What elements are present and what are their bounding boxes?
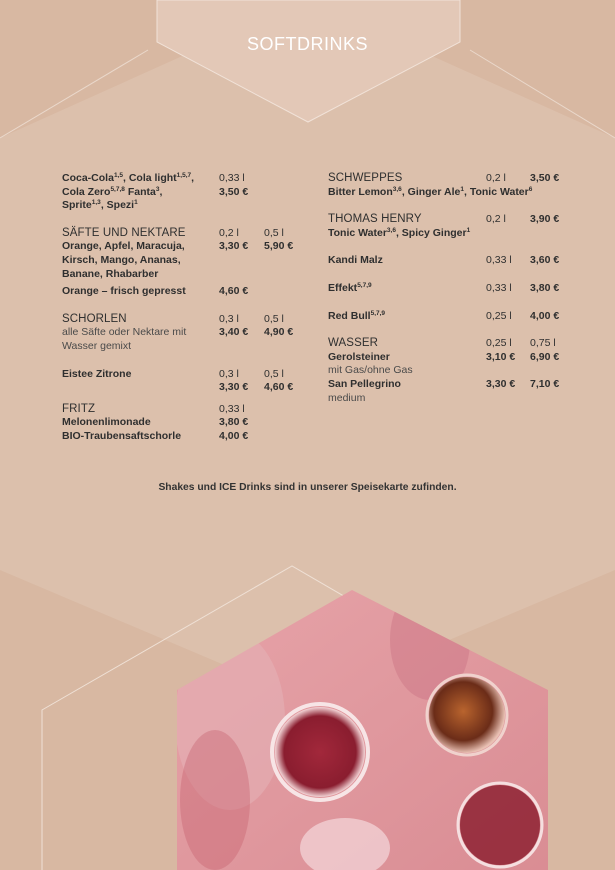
item-price: 3,50 €: [530, 172, 560, 184]
item-price: 3,10 €: [486, 350, 516, 363]
menu-item-line: [62, 430, 302, 444]
section-heading: THOMAS HENRY: [328, 213, 422, 226]
allergen-note: 5,7,9: [370, 309, 386, 317]
item-price: 3,30 €: [219, 240, 249, 253]
item-name: Tonic Water: [328, 226, 387, 239]
item-name: , Cola light: [122, 172, 177, 184]
item-name: , Ginger Ale: [401, 185, 461, 198]
section-heading-line: [62, 313, 302, 327]
menu-item-line: [328, 364, 568, 378]
saefte-block: [62, 227, 302, 299]
menu-item-line: [328, 351, 568, 365]
menu-item-line: [62, 172, 302, 186]
menu-item-line: [62, 285, 302, 299]
item-size: 0,2 l: [486, 213, 506, 226]
item-size: 0,5 l: [264, 367, 284, 380]
schweppes-block: [328, 172, 568, 199]
menu-item-line: [62, 268, 302, 282]
punctuation: ,: [191, 172, 195, 184]
menu-item-line: [62, 340, 302, 354]
schorlen-block: [62, 313, 302, 354]
item-size: 0,33 l: [219, 402, 245, 415]
section-heading: FRITZ: [62, 402, 96, 415]
menu-item-line: [62, 186, 302, 200]
item-name: Orange – frisch gepresst: [62, 285, 186, 298]
section-heading-line: [328, 172, 568, 186]
allergen-note: 1,3: [91, 199, 101, 207]
item-size: 0,3 l: [219, 367, 239, 380]
item-name: Sprite: [62, 199, 92, 212]
red-bull-block: [328, 310, 568, 324]
menu-item-line: [62, 254, 302, 268]
fritz-block: [62, 403, 302, 444]
item-description: alle Säfte oder Nektare mit: [62, 326, 187, 339]
item-size: 0,5 l: [264, 312, 284, 325]
menu-item-line: [62, 368, 302, 382]
item-size: 0,33 l: [486, 281, 512, 294]
menu-item-line: [62, 381, 302, 395]
item-price: 3,30 €: [486, 377, 516, 390]
item-price: 3,90 €: [530, 213, 560, 226]
item-size: 0,3 l: [219, 312, 239, 325]
item-size: 0,25 l: [486, 309, 512, 322]
menu-item-line: [328, 254, 568, 268]
cola-block: [62, 172, 302, 213]
item-name: Coca-Cola: [62, 172, 114, 184]
allergen-note: 1,5,7: [176, 172, 192, 179]
menu-item-line: [328, 282, 568, 296]
section-heading: SÄFTE UND NEKTARE: [62, 226, 186, 239]
item-name: Fanta: [124, 185, 156, 198]
section-heading: SCHWEPPES: [328, 172, 403, 184]
item-size: 0,2 l: [486, 172, 506, 184]
kandi-malz-block: [328, 254, 568, 268]
item-name: San Pellegrino: [328, 377, 401, 390]
item-name: Kirsch, Mango, Ananas,: [62, 253, 181, 266]
footer-note: Shakes und ICE Drinks sind in unserer Speisekarte zufinden.: [158, 482, 457, 493]
allergen-note: 3,6: [392, 185, 402, 193]
item-size: 0,25 l: [486, 337, 512, 350]
allergen-note: 6: [528, 185, 533, 193]
section-heading-line: [328, 213, 568, 227]
item-name: Kandi Malz: [328, 254, 383, 267]
eistee-block: [62, 368, 302, 395]
item-name: Gerolsteiner: [328, 350, 390, 363]
item-price: 3,80 €: [530, 281, 560, 294]
menu-item-line: [62, 240, 302, 254]
page-title: SOFTDRINKS: [246, 34, 368, 54]
allergen-note: 5,7,9: [357, 281, 372, 289]
item-price: 3,60 €: [530, 254, 560, 267]
allergen-note: 1: [134, 199, 138, 207]
effekt-block: [328, 282, 568, 296]
item-description: Wasser gemixt: [62, 339, 132, 352]
item-price: 3,80 €: [219, 416, 249, 429]
menu-item-line: [328, 227, 568, 241]
allergen-note: 3: [155, 185, 160, 193]
wasser-block: [328, 337, 568, 405]
right-column: [328, 172, 568, 405]
item-name: , Spicy Ginger: [395, 226, 467, 239]
item-name: BIO-Traubensaftschorle: [62, 429, 182, 442]
section-heading-line: [62, 227, 302, 241]
item-price: 7,10 €: [530, 377, 560, 390]
item-description: medium: [328, 391, 366, 404]
allergen-note: 1: [466, 226, 471, 234]
menu-item-line: [328, 392, 568, 406]
section-heading: WASSER: [328, 337, 379, 350]
item-price: 3,40 €: [219, 326, 249, 339]
item-name: Cola Zero: [62, 185, 111, 198]
item-name: Effekt: [328, 281, 358, 294]
item-name: Orange, Apfel, Maracuja,: [62, 240, 185, 253]
thomas-henry-block: [328, 213, 568, 240]
item-price: 4,60 €: [264, 381, 294, 394]
menu-item-line: [62, 416, 302, 430]
item-size: 0,33 l: [486, 254, 512, 267]
item-price: 3,30 €: [219, 381, 249, 394]
menu-item-line: [328, 310, 568, 324]
item-name: Melonenlimonade: [62, 416, 151, 429]
item-name: , Tonic Water: [463, 185, 529, 198]
item-description: mit Gas/ohne Gas: [328, 364, 413, 377]
item-name: Red Bull: [328, 309, 371, 322]
menu-item-line: [328, 186, 568, 200]
left-column: [62, 172, 302, 444]
menu-item-line: [62, 326, 302, 340]
menu-item-line: [328, 378, 568, 392]
menu-item-line: [62, 199, 302, 213]
item-price: 4,60 €: [219, 285, 249, 298]
item-size: 0,2 l: [219, 226, 239, 239]
allergen-note: 5,7,8: [110, 185, 125, 193]
item-name: Banane, Rhabarber: [62, 267, 159, 280]
item-price: 4,90 €: [264, 326, 294, 339]
section-heading-line: [328, 337, 568, 351]
allergen-note: 3,6: [386, 226, 396, 234]
item-price: 6,90 €: [530, 350, 560, 363]
item-name: Bitter Lemon: [328, 185, 393, 198]
item-size: 0,33 l: [219, 172, 245, 184]
item-name: Eistee Zitrone: [62, 367, 132, 380]
allergen-note: 1: [460, 185, 464, 193]
item-size: 0,5 l: [264, 226, 284, 239]
punctuation: ,: [159, 185, 163, 198]
section-heading-line: [62, 403, 302, 417]
item-price: 3,50 €: [219, 185, 249, 198]
item-size: 0,75 l: [530, 337, 556, 350]
item-price: 4,00 €: [530, 309, 560, 322]
section-heading: SCHORLEN: [62, 312, 127, 325]
item-name: , Spezi: [100, 199, 135, 212]
item-price: 5,90 €: [264, 240, 294, 253]
item-price: 4,00 €: [219, 429, 249, 442]
allergen-note: 1,5: [113, 172, 123, 179]
